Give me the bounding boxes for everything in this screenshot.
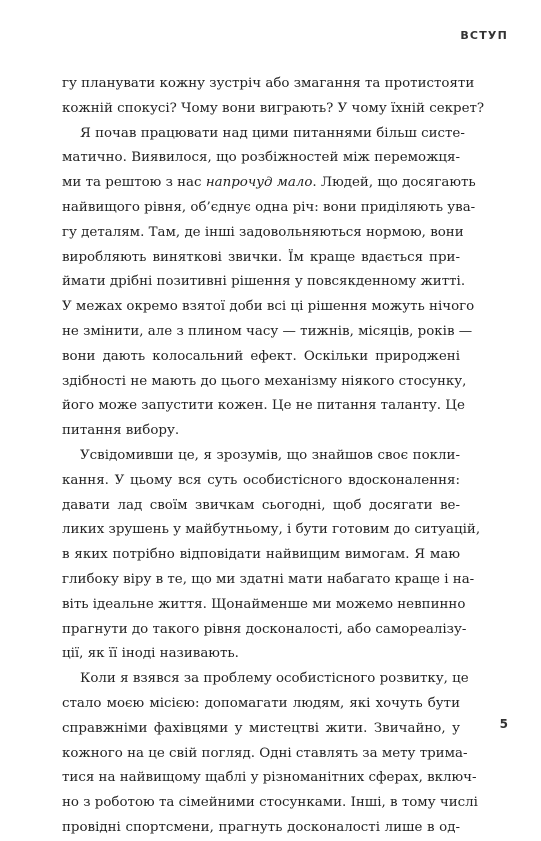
- text-line: прагнути до такого рівня досконалості, або самореалізу-: [62, 621, 467, 637]
- text-line: не змінити, але з плином часу — тижнів, місяців, років —: [62, 323, 473, 339]
- text-line: стало моєю місією: допомагати людям, які хочуть бути: [62, 695, 460, 711]
- text-line: У межах окремо взятої доби всі ці рішення можуть нічого: [62, 299, 475, 315]
- text-line-with-emphasis: [62, 171, 476, 196]
- text-line: вони дають колосальний ефект. Оскільки природжені: [62, 348, 460, 364]
- text-line: давати лад своїм звичкам сьогодні, щоб досягати ве-: [62, 497, 460, 513]
- text-line: ції, як її іноді називають.: [62, 646, 239, 662]
- text-line: кання. У цьому вся суть особистісного вдосконалення:: [62, 472, 460, 488]
- text-line: провідні спортсмени, прагнуть досконалості лише в од-: [62, 819, 460, 835]
- text-line: Коли я взявся за проблему особистісного розвитку, це: [80, 671, 469, 687]
- text-line: ймати дрібні позитивні рішення у повсякденному житті.: [62, 274, 466, 290]
- text-line: гу деталям. Там, де інші задовольняються нормою, вони: [62, 224, 464, 240]
- text-line: Я почав працювати над цими питаннями більш систе-: [80, 125, 465, 141]
- text-line: питання вибору.: [62, 423, 180, 439]
- text-fragment: ми та рештою з нас: [62, 175, 202, 191]
- text-line: кожного на це свій погляд. Одні ставлять за мету трима-: [62, 745, 468, 761]
- text-line: гу планувати кожну зустріч або змагання та протистояти: [62, 76, 475, 91]
- text-line: в яких потрібно відповідати найвищим вимогам. Я маю: [62, 547, 460, 563]
- text-line: кожній спокусі? Чому вони виграють? У чому їхній секрет?: [62, 100, 485, 116]
- text-line: найвищого рівня, об’єднує одна річ: вони приділяють ува-: [62, 199, 476, 215]
- text-line: но з роботою та сімейними стосунками. Інші, в тому числі: [62, 795, 478, 811]
- running-head-section-title: ВСТУП: [460, 29, 508, 42]
- text-line: віть ідеальне життя. Щонайменше ми можемо невпинно: [62, 596, 466, 612]
- text-line: глибоку віру в те, що ми здатні мати набагато краще і на-: [62, 571, 475, 587]
- text-line: Усвідомивши це, я зрозумів, що знайшов своє покли-: [80, 447, 460, 463]
- text-line: ликих зрушень у майбутньому, і бути готовим до ситуацій,: [62, 522, 481, 538]
- text-line: виробляють виняткові звички. Їм краще вдається при-: [62, 249, 460, 265]
- emphasis-text: напрочуд мало: [205, 175, 313, 191]
- page-number: 5: [499, 717, 508, 731]
- body-text: [62, 72, 485, 841]
- text-line: його може запустити кожен. Це не питання таланту. Це: [62, 398, 465, 414]
- text-line: матично. Виявилося, що розбіжностей між переможця-: [62, 150, 460, 166]
- text-line: здібності не мають до цього механізму ніякого стосунку,: [62, 373, 467, 389]
- text-line: тися на найвищому щаблі у різноманітних сферах, включ-: [62, 770, 477, 786]
- text-line: справжніми фахівцями у мистецтві жити. Звичайно, у: [62, 720, 460, 736]
- text-fragment: . Людей, що досягають: [312, 175, 476, 191]
